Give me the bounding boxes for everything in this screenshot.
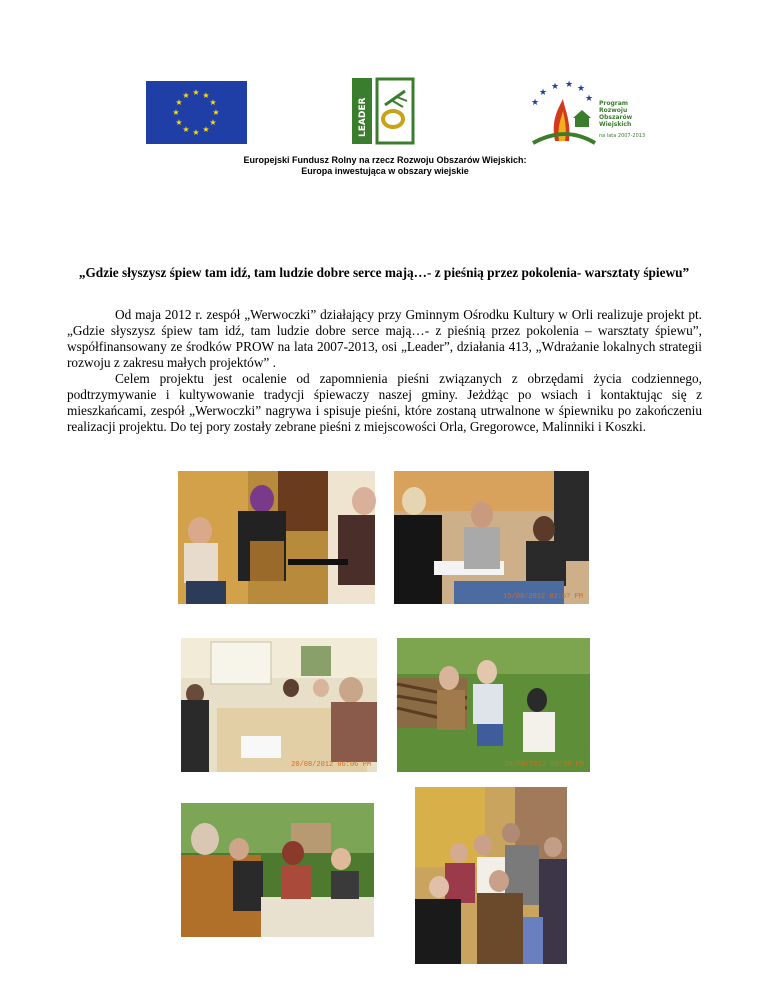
leader-logo — [349, 75, 417, 147]
svg-text:★: ★ — [577, 84, 586, 94]
svg-text:★: ★ — [202, 91, 210, 100]
prow-logo-line3: Obszarów — [599, 114, 633, 121]
document-body — [67, 307, 702, 435]
svg-text:★: ★ — [192, 128, 200, 137]
photo-4-timestamp: 20/08/2012 05:58 PM — [504, 761, 584, 769]
svg-text:★: ★ — [182, 125, 190, 134]
document-title: „Gdzie słyszysz śpiew tam idź, tam ludzie dobre serce mają…- z pieśnią przez pokolenia- warsztaty śpiewu” — [78, 265, 690, 280]
svg-text:★: ★ — [175, 118, 183, 127]
svg-text:★: ★ — [565, 80, 574, 90]
svg-text:★: ★ — [202, 125, 210, 134]
prow-logo-line2: Rozwoju — [599, 107, 628, 114]
svg-text:★: ★ — [531, 98, 540, 108]
eu-stars-icon — [146, 81, 247, 144]
photo-3-timestamp: 20/08/2012 06:06 PM — [291, 761, 371, 769]
prow-logo-line4: Wiejskich — [599, 121, 632, 128]
svg-text:★: ★ — [175, 98, 183, 107]
svg-text:★: ★ — [209, 98, 217, 107]
photo-group — [415, 787, 567, 964]
prow-logo-line5: na lata 2007-2013 — [599, 133, 646, 139]
photo-2-timestamp: 15/08/2012 02:5? PM — [503, 593, 583, 601]
prow-logo — [525, 80, 646, 147]
svg-text:★: ★ — [539, 88, 548, 98]
photo-meeting-table — [181, 638, 377, 772]
svg-text:★: ★ — [182, 91, 190, 100]
paragraph-2: Celem projektu jest ocalenie od zapomnienia pieśni związanych z obrzędami życia codziennego, podtrzymywanie i kultywowanie tradycji śpiewaczy naszej gminy. Jeżdżąc po wsiach i kontaktując się z mieszkańcami, zespół „Werwoczki” nagrywa i spisuje pieśni, które zostaną utrwalnone w śpiewniku po zakończeniu realizacji projektu. Do tej pory zostały zebrane pieśni z miejscowości Orla, Gregorowce, Malinniki i Koszki. — [67, 371, 702, 434]
photo-outdoor-table — [181, 803, 374, 937]
prow-logo-line1: Program — [599, 100, 629, 107]
svg-text:★: ★ — [172, 108, 180, 117]
photo-workshop-2 — [394, 471, 589, 604]
svg-text:★: ★ — [585, 94, 594, 104]
leader-logo-text: LEADER — [358, 97, 368, 137]
svg-text:★: ★ — [212, 108, 220, 117]
photo-garden — [397, 638, 590, 772]
svg-text:★: ★ — [551, 82, 560, 92]
photo-workshop-1 — [178, 471, 375, 604]
svg-text:★: ★ — [209, 118, 217, 127]
funding-line-1: Europejski Fundusz Rolny na rzecz Rozwoju Obszarów Wiejskich: — [243, 155, 527, 165]
svg-text:★: ★ — [192, 88, 200, 97]
funding-line-2: Europa inwestująca w obszary wiejskie — [301, 166, 469, 176]
funding-caption — [210, 155, 560, 177]
paragraph-1: Od maja 2012 r. zespół „Werwoczki” działający przy Gminnym Ośrodku Kultury w Orli realizuje projekt pt. „Gdzie słyszysz śpiew tam idź, tam ludzie dobre serce mają…- z pieśnią przez pokolenia – warsztaty śpiewu”, współfinansowany ze środków PROW na lata 2007-2013, osi „Leader”, działania 413, „Wdrażanie lokalnych strategii rozwoju z zakresu małych projektów” . — [67, 307, 702, 370]
eu-flag-logo — [146, 81, 247, 144]
